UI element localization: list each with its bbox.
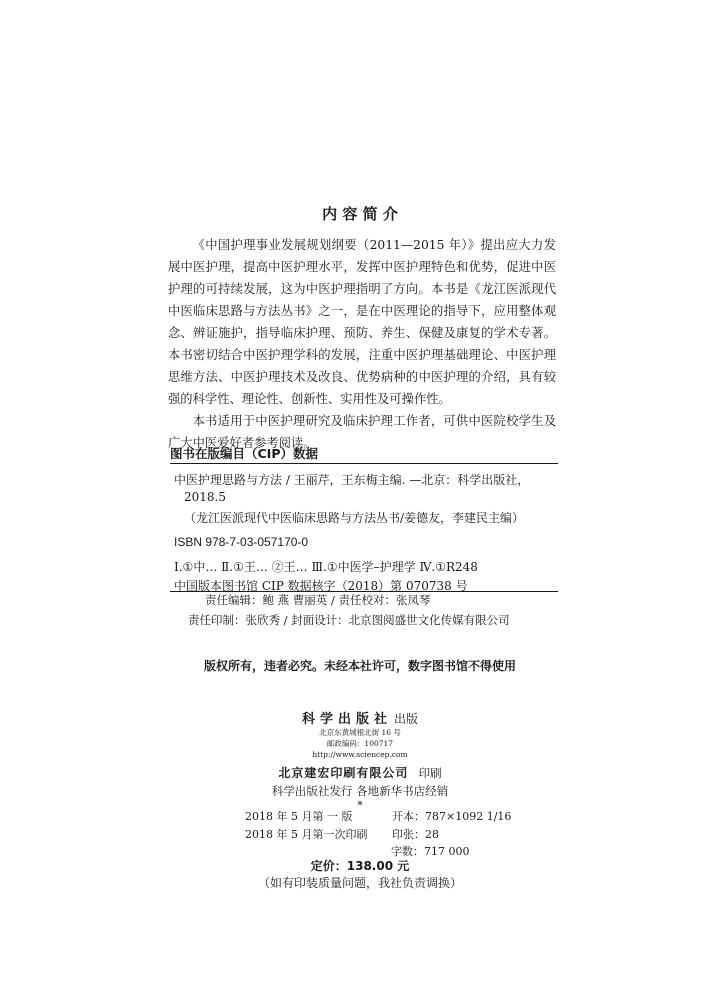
- word-count: 字数：717 000: [391, 845, 470, 858]
- distribution-line: 科学出版社发行 各地新华书店经销: [271, 784, 449, 798]
- cip-date-line: 2018.5: [184, 490, 226, 504]
- printer-name: 北京建宏印刷有限公司: [278, 766, 409, 780]
- cip-series-line: （龙江医派现代中医临床思路与方法丛书/姜德友，李建民主编）: [184, 511, 525, 525]
- intro-title: 内 容 简 介: [322, 205, 398, 223]
- cip-title-line: 中医护理思路与方法 / 王丽芹，王东梅主编. —北京：科学出版社，: [174, 473, 530, 487]
- printing-info: 2018 年 5 月第一次印刷: [245, 828, 368, 841]
- cip-classification: Ⅰ.①中… Ⅱ.①王… ②王… Ⅲ.①中医学–护理学 Ⅳ.①R248: [174, 560, 478, 574]
- intro-paragraph-1: 《中国护理事业发展规划纲要（2011—2015 年）》提出应大力发展中医护理，提高中医护理水平，发挥中医护理特色和优势，促进中医护理的可持续发展，这为中医护理指明了方向。本书是《龙江医派现代中医临床思路与方法丛书》之一，是在中医理论的指导下，应用整体观念、辨证施护，指导临床护理、预防、养生、保健及康复的学术专著。本书密切结合中医护理学科的发展，注重中医护理基础理论、中医护理思维方法、中医护理技术及改良、优势病种的中医护理的介绍，具有较强的科学性、理论性、创新性、实用性及可操作性。: [168, 238, 556, 406]
- cip-heading: 图书在版编目（CIP）数据: [170, 446, 318, 461]
- format-info: 开本：787×1092 1/16: [392, 810, 512, 823]
- publisher-name: 科学出版社: [301, 712, 392, 727]
- cip-isbn: ISBN 978-7-03-057170-0: [174, 535, 309, 549]
- separator-star: *: [357, 799, 363, 812]
- staff-editors: 责任编辑：鲍 燕 曹丽英 / 责任校对：张凤琴: [205, 593, 431, 607]
- publisher-postcode: 邮政编码：100717: [326, 739, 394, 748]
- publisher-block: [0, 708, 720, 812]
- quality-notice: （如有印装质量问题，我社负责调换）: [257, 876, 462, 890]
- sheets-info: 印张：28: [392, 828, 439, 841]
- edition-info: 2018 年 5 月第 一 版: [245, 810, 353, 823]
- staff-printing-design: 责任印制：张欣秀 / 封面设计：北京图阅盛世文化传媒有限公司: [188, 613, 510, 627]
- publisher-address: 北京东黄城根北街 16 号: [319, 728, 401, 737]
- cip-number: 中国版本图书馆 CIP 数据核字（2018）第 070738 号: [174, 579, 468, 593]
- intro-body: [168, 234, 556, 454]
- intro-paragraph-2: 本书适用于中医护理研究及临床护理工作者，可供中医院校学生及广大中医爱好者参考阅读。: [168, 414, 556, 450]
- price: 定价：138.00 元: [310, 859, 410, 873]
- copyright-notice: 版权所有，违者必究。未经本社许可，数字图书馆不得使用: [203, 659, 516, 673]
- publisher-website: http://www.sciencep.com: [312, 750, 408, 759]
- printer-role: 印刷: [418, 766, 442, 780]
- cip-data-box: [170, 463, 558, 592]
- publisher-role: 出版: [394, 712, 419, 726]
